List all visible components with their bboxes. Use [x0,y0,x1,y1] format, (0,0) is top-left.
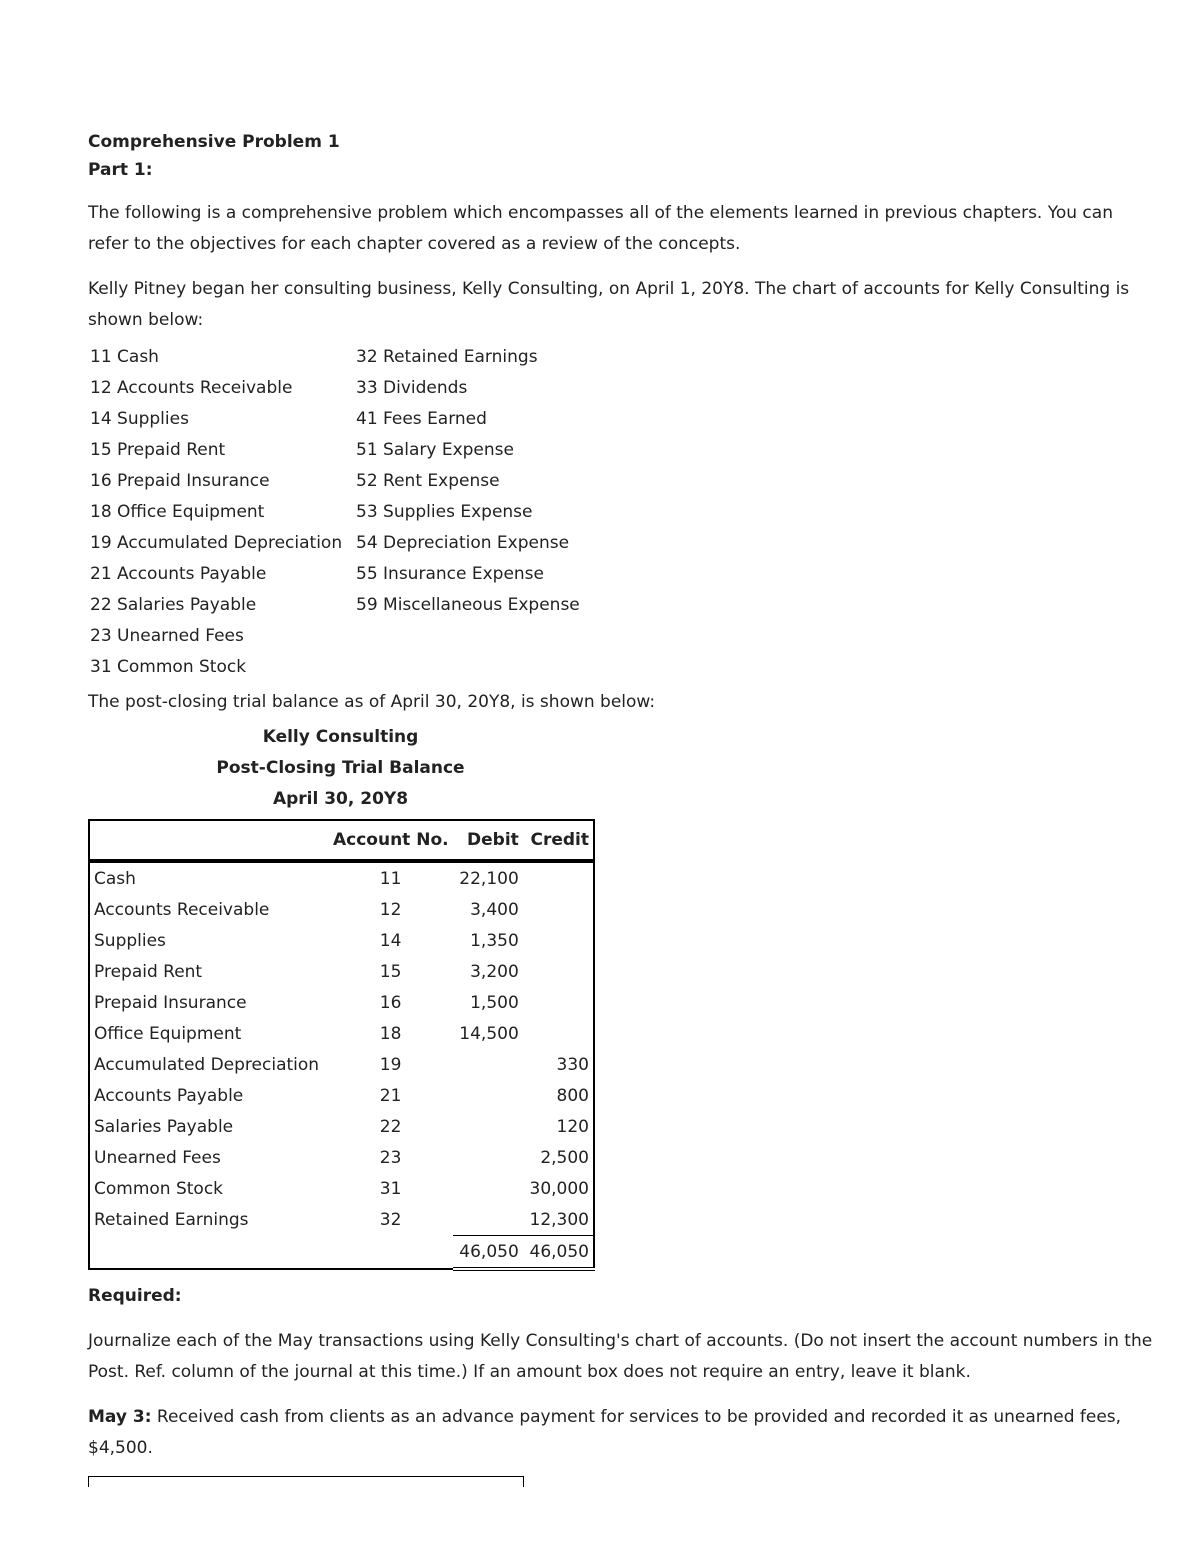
account-item: 14 Supplies [90,409,189,429]
credit-amount: 120 [556,1116,589,1137]
credit-amount [523,861,594,894]
credit-amount [523,1018,594,1049]
chart-of-accounts-right-column [356,342,622,683]
credit-amount: 330 [556,1054,589,1075]
account-item: 12 Accounts Receivable [90,378,293,398]
credit-amount: 800 [556,1085,589,1106]
credit-amount: 2,500 [540,1147,589,1168]
credit-amount: 12,300 [529,1209,589,1230]
account-item: 21 Accounts Payable [90,564,267,584]
totals-label [89,1236,329,1270]
debit-amount [453,1204,523,1236]
required-heading: Required: [88,1286,182,1306]
debit-amount: 22,100 [459,868,519,889]
account-item: 19 Accumulated Depreciation [90,533,343,553]
transaction-date-label: May 3: [88,1407,152,1427]
debit-amount [453,1111,523,1142]
account-item: 51 Salary Expense [356,440,514,460]
debit-amount: 3,200 [470,961,519,982]
account-number: 16 [379,992,402,1013]
account-item: 15 Prepaid Rent [90,440,226,460]
credit-amount [523,894,594,925]
journal-entry-box[interactable] [88,1476,524,1487]
account-item: 41 Fees Earned [356,409,487,429]
account-name: Cash [94,868,136,889]
required-instructions: Journalize each of the May transactions using Kelly Consulting's chart of accounts. (Do not insert the account numbers in the Post. Ref. column of the journal at this time.) If an amount box does not require an entry, leave it blank. [88,1331,1153,1382]
business-intro-paragraph: Kelly Pitney began her consulting business, Kelly Consulting, on April 1, 20Y8. The chart of accounts for Kelly Consulting is shown below: [88,279,1130,330]
table-row [89,1204,594,1236]
debit-amount [453,1173,523,1204]
account-name: Accumulated Depreciation [94,1054,320,1075]
table-row [89,1049,594,1080]
trial-balance-intro: The post-closing trial balance as of April 30, 20Y8, is shown below: [88,692,656,712]
account-name: Office Equipment [94,1023,242,1044]
account-item: 59 Miscellaneous Expense [356,595,580,615]
account-name: Salaries Payable [94,1116,234,1137]
credit-amount [523,956,594,987]
credit-amount: 30,000 [529,1178,589,1199]
account-name: Common Stock [94,1178,224,1199]
credit-header: Credit [523,820,594,861]
transaction-may-3 [88,1402,1158,1464]
account-item: 23 Unearned Fees [90,626,244,646]
account-number: 23 [379,1147,402,1168]
account-item: 53 Supplies Expense [356,502,533,522]
account-name: Accounts Payable [94,1085,244,1106]
account-name: Prepaid Rent [94,961,203,982]
account-number: 22 [379,1116,402,1137]
document-page [88,128,1158,1487]
account-item: 18 Office Equipment [90,502,265,522]
trial-balance-company: Kelly Consulting [262,727,419,747]
account-item: 52 Rent Expense [356,471,500,491]
account-number: 31 [379,1178,402,1199]
part-heading: Part 1: [88,160,153,180]
account-number: 19 [379,1054,402,1075]
account-name: Retained Earnings [94,1209,249,1230]
chart-of-accounts [90,342,1158,683]
table-row [89,1111,594,1142]
table-row [89,987,594,1018]
table-row [89,1018,594,1049]
debit-amount [453,1142,523,1173]
account-number: 12 [379,899,402,920]
account-number: 14 [379,930,402,951]
trial-balance-table [88,819,595,1271]
total-credit: 46,050 [523,1236,594,1270]
trial-balance-date: April 30, 20Y8 [272,789,409,809]
account-item: 31 Common Stock [90,657,247,677]
account-item: 16 Prepaid Insurance [90,471,270,491]
debit-amount: 14,500 [459,1023,519,1044]
debit-header: Debit [453,820,523,861]
table-row [89,1142,594,1173]
problem-title: Comprehensive Problem 1 [88,132,340,152]
account-name: Supplies [94,930,166,951]
debit-amount [453,1049,523,1080]
account-name: Unearned Fees [94,1147,221,1168]
account-item: 32 Retained Earnings [356,347,538,367]
account-number: 18 [379,1023,402,1044]
totals-row [89,1236,594,1270]
account-name-header [89,820,329,861]
table-row [89,925,594,956]
table-row [89,894,594,925]
credit-amount [523,987,594,1018]
debit-amount: 1,350 [470,930,519,951]
account-item: 22 Salaries Payable [90,595,257,615]
account-no-header: Account No. [329,820,453,861]
chart-of-accounts-left-column [90,342,356,683]
account-number: 15 [379,961,402,982]
account-number: 32 [379,1209,402,1230]
total-debit: 46,050 [453,1236,523,1270]
trial-balance-header-row [89,820,594,861]
account-item: 33 Dividends [356,378,468,398]
table-row [89,1080,594,1111]
debit-amount: 3,400 [470,899,519,920]
credit-amount [523,925,594,956]
totals-spacer [329,1236,453,1270]
debit-amount: 1,500 [470,992,519,1013]
account-number: 11 [379,868,402,889]
debit-amount [453,1080,523,1111]
table-row [89,956,594,987]
account-name: Accounts Receivable [94,899,270,920]
account-item: 55 Insurance Expense [356,564,544,584]
table-row [89,1173,594,1204]
account-item: 54 Depreciation Expense [356,533,570,553]
transaction-description: Received cash from clients as an advance payment for services to be provided and recorded it as unearned fees, $4,500. [88,1407,1122,1458]
account-number: 21 [379,1085,402,1106]
account-name: Prepaid Insurance [94,992,247,1013]
account-item: 11 Cash [90,347,159,367]
table-row [89,861,594,894]
intro-paragraph: The following is a comprehensive problem which encompasses all of the elements learned in previous chapters. You can refer to the objectives for each chapter covered as a review of the concepts. [88,203,1113,254]
trial-balance-statement-name: Post-Closing Trial Balance [216,758,465,778]
